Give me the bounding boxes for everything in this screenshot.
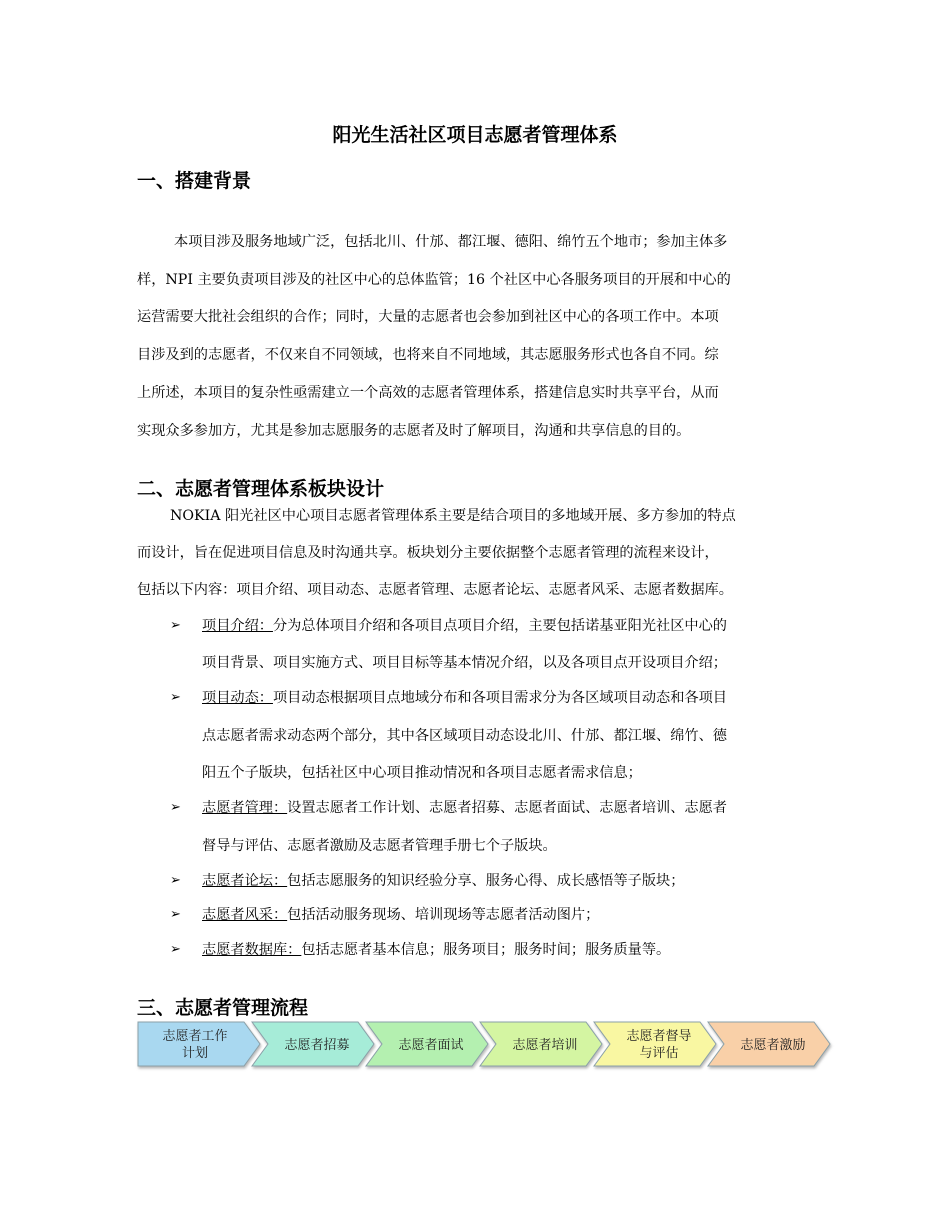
process-step (138, 1022, 260, 1066)
bullet-arrow-icon: ➢ (170, 690, 181, 705)
list-item (202, 905, 599, 925)
paragraph-line: 本项目涉及服务地域广泛，包括北川、什邡、都江堰、德阳、绵竹五个地市；参加主体多 (174, 234, 728, 250)
process-step (708, 1022, 830, 1066)
list-item-label: 志愿者论坛： (202, 873, 288, 889)
paragraph-line: NOKIA 阳光社区中心项目志愿者管理体系主要是结合项目的多地域开展、多方参加的特点 (170, 508, 736, 524)
process-step (594, 1022, 716, 1066)
bullet-arrow-icon: ➢ (170, 618, 181, 633)
list-item-text: 设置志愿者工作计划、志愿者招募、志愿者面试、志愿者培训、志愿者 (287, 800, 727, 816)
bullet-arrow-icon: ➢ (170, 942, 181, 957)
process-step (480, 1022, 602, 1066)
paragraph-line: 上所述，本项目的复杂性亟需建立一个高效的志愿者管理体系，搭建信息实时共享平台，从而 (137, 385, 719, 401)
paragraph-line: 目涉及到的志愿者，不仅来自不同领域，也将来自不同地域，其志愿服务形式也各自不同。综 (137, 347, 719, 363)
bullet-arrow-icon: ➢ (170, 800, 181, 815)
process-step-label: 计划 (181, 1046, 209, 1061)
process-step-label: 志愿者工作 (162, 1029, 228, 1044)
process-step-label: 志愿者面试 (398, 1038, 464, 1053)
process-step-label: 志愿者督导 (626, 1029, 692, 1044)
list-item-continuation: 阳五个子版块，包括社区中心项目推动情况和各项目志愿者需求信息； (202, 765, 642, 781)
process-step-label: 志愿者培训 (512, 1038, 578, 1053)
list-item-text: 包括活动服务现场、培训现场等志愿者活动图片； (287, 907, 600, 923)
list-item-label: 志愿者管理： (202, 800, 288, 816)
list-item-text: 分为总体项目介绍和各项目点项目介绍，主要包括诺基亚阳光社区中心的 (272, 618, 727, 634)
list-item-text: 包括志愿服务的知识经验分享、服务心得、成长感悟等子版块； (287, 873, 685, 889)
process-step (366, 1022, 488, 1066)
process-flow-diagram (130, 1016, 845, 1076)
list-item (202, 616, 727, 636)
paragraph-line: 实现众多参加方，尤其是参加志愿服务的志愿者及时了解项目，沟通和共享信息的目的。 (137, 423, 691, 439)
paragraph-line: 运营需要大批社会组织的合作；同时，大量的志愿者也会参加到社区中心的各项工作中。本项 (137, 309, 719, 325)
list-item-text: 项目动态根据项目点地域分布和各项目需求分为各区域项目动态和各项目 (272, 690, 727, 706)
process-step (252, 1022, 374, 1066)
process-step-label: 志愿者激励 (740, 1038, 806, 1053)
list-item (202, 798, 727, 818)
section-heading-module-design: 二、志愿者管理体系板块设计 (137, 478, 385, 500)
list-item-continuation: 项目背景、项目实施方式、项目目标等基本情况介绍，以及各项目点开设项目介绍； (202, 655, 727, 671)
list-item-label: 项目动态： (202, 690, 273, 706)
list-item-label: 志愿者风采： (202, 907, 288, 923)
list-item (202, 688, 727, 708)
section-heading-background: 一、搭建背景 (137, 170, 252, 192)
list-item-label: 项目介绍： (202, 618, 273, 634)
document-title: 阳光生活社区项目志愿者管理体系 (332, 124, 618, 146)
list-item-continuation: 点志愿者需求动态两个部分，其中各区域项目动态设北川、什邡、都江堰、绵竹、德 (202, 728, 727, 744)
paragraph-line: 样，NPI 主要负责项目涉及的社区中心的总体监管；16 个社区中心各服务项目的开展和中心的 (137, 272, 731, 288)
paragraph-line: 而设计，旨在促进项目信息及时沟通共享。板块划分主要依据整个志愿者管理的流程来设计， (137, 545, 719, 561)
list-item-continuation: 督导与评估、志愿者激励及志愿者管理手册七个子版块。 (202, 838, 557, 854)
paragraph-line: 包括以下内容：项目介绍、项目动态、志愿者管理、志愿者论坛、志愿者风采、志愿者数据库。 (137, 582, 733, 598)
list-item (202, 871, 684, 891)
list-item-text: 包括志愿者基本信息；服务项目；服务时间；服务质量等。 (301, 942, 671, 958)
section-heading-process: 三、志愿者管理流程 (137, 997, 309, 1019)
process-step-label: 与评估 (639, 1046, 679, 1061)
bullet-arrow-icon: ➢ (170, 873, 181, 888)
list-item (202, 940, 670, 960)
process-step-label: 志愿者招募 (284, 1038, 350, 1053)
bullet-arrow-icon: ➢ (170, 907, 181, 922)
list-item-label: 志愿者数据库： (202, 942, 302, 958)
